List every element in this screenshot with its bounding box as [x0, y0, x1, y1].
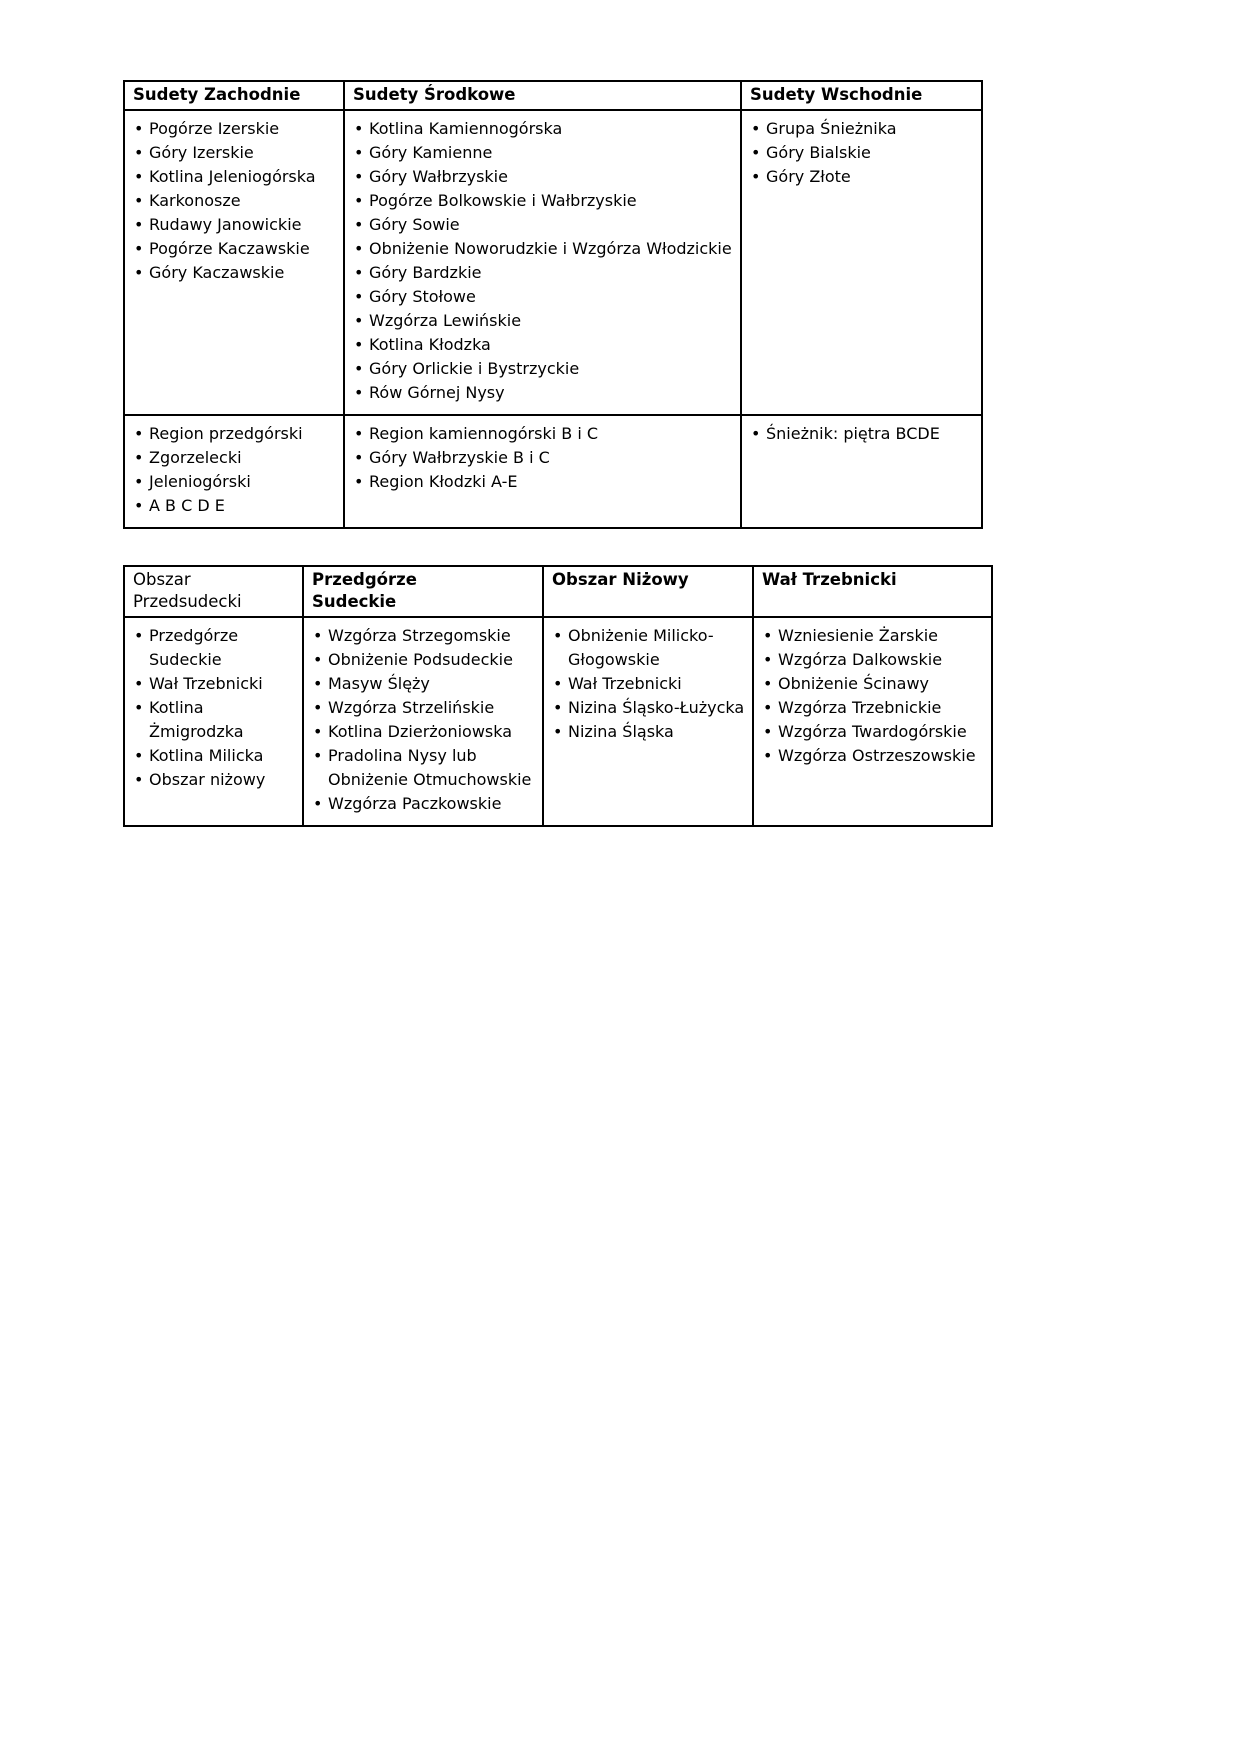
list-item: • Kotlina Jeleniogórska: [132, 165, 337, 189]
list-item: • Rudawy Janowickie: [132, 213, 337, 237]
table-cell: [543, 617, 753, 826]
table-cell: [124, 110, 344, 415]
list-item: • Góry Kaczawskie: [132, 261, 337, 285]
list-item: • Region przedgórski: [132, 422, 337, 446]
list-item: • Góry Izerskie: [132, 141, 337, 165]
list-item: • Obszar niżowy: [132, 768, 296, 792]
list-item: • Pogórze Bolkowskie i Wałbrzyskie: [352, 189, 734, 213]
list-item: • Kotlina Kłodzka: [352, 333, 734, 357]
list-item: • Wzniesienie Żarskie: [761, 624, 985, 648]
list-item: • Góry Stołowe: [352, 285, 734, 309]
list-item: • Przedgórze Sudeckie: [132, 624, 296, 672]
column-header-sudety-wschodnie: Sudety Wschodnie: [741, 81, 982, 110]
list-item: • Góry Bialskie: [749, 141, 975, 165]
table-row: [124, 415, 982, 528]
list-item: • Pradolina Nysy lub Obniżenie Otmuchowskie: [311, 744, 536, 792]
bullet-list: [132, 117, 337, 285]
list-item: • Obniżenie Noworudzkie i Wzgórza Włodzickie: [352, 237, 734, 261]
bullet-list: [132, 422, 337, 518]
column-header-sudety-srodkowe: Sudety Środkowe: [344, 81, 741, 110]
list-item: • Pogórze Kaczawskie: [132, 237, 337, 261]
list-item: • Nizina Śląska: [551, 720, 746, 744]
bullet-list: [551, 624, 746, 744]
list-item: • Zgorzelecki: [132, 446, 337, 470]
list-item: • Kotlina Milicka: [132, 744, 296, 768]
list-item: • Góry Sowie: [352, 213, 734, 237]
table-header-row: [124, 81, 982, 110]
list-item: • Obniżenie Milicko-Głogowskie: [551, 624, 746, 672]
bullet-list: [761, 624, 985, 768]
list-item: • Wał Trzebnicki: [551, 672, 746, 696]
list-item: • Wzgórza Strzegomskie: [311, 624, 536, 648]
list-item: • Pogórze Izerskie: [132, 117, 337, 141]
table-cell: [124, 617, 303, 826]
list-item: • Wzgórza Ostrzeszowskie: [761, 744, 985, 768]
column-header-label: Przedgórze Sudeckie: [312, 570, 417, 611]
table-row: [124, 110, 982, 415]
list-item: • Góry Wałbrzyskie B i C: [352, 446, 734, 470]
list-item: • Obniżenie Ścinawy: [761, 672, 985, 696]
list-item: • A B C D E: [132, 494, 337, 518]
table-header-row: [124, 566, 992, 617]
list-item: • Region kamiennogórski B i C: [352, 422, 734, 446]
list-item: • Region Kłodzki A-E: [352, 470, 734, 494]
list-item: • Wzgórza Twardogórskie: [761, 720, 985, 744]
list-item: • Wał Trzebnicki: [132, 672, 296, 696]
bullet-list: [352, 117, 734, 405]
list-item: • Wzgórza Paczkowskie: [311, 792, 536, 816]
column-header-wal-trzebnicki: Wał Trzebnicki: [753, 566, 992, 617]
list-item: • Góry Kamienne: [352, 141, 734, 165]
list-item: • Kotlina Żmigrodzka: [132, 696, 296, 744]
list-item: • Obniżenie Podsudeckie: [311, 648, 536, 672]
table-cell: [741, 110, 982, 415]
list-item: • Wzgórza Trzebnickie: [761, 696, 985, 720]
list-item: • Wzgórza Dalkowskie: [761, 648, 985, 672]
sudety-regions-table: [123, 80, 983, 529]
list-item: • Góry Wałbrzyskie: [352, 165, 734, 189]
list-item: • Wzgórza Strzelińskie: [311, 696, 536, 720]
przedsudecki-regions-table: [123, 565, 993, 827]
table-cell: [124, 415, 344, 528]
list-item: • Wzgórza Lewińskie: [352, 309, 734, 333]
table-cell: [344, 110, 741, 415]
list-item: • Kotlina Kamiennogórska: [352, 117, 734, 141]
list-item: • Nizina Śląsko-Łużycka: [551, 696, 746, 720]
list-item: • Jeleniogórski: [132, 470, 337, 494]
table-cell: [344, 415, 741, 528]
column-header-obszar-nizowy: Obszar Niżowy: [543, 566, 753, 617]
column-header-label: Obszar Przedsudecki: [133, 570, 242, 611]
list-item: • Grupa Śnieżnika: [749, 117, 975, 141]
table-cell: [741, 415, 982, 528]
list-item: • Góry Bardzkie: [352, 261, 734, 285]
bullet-list: [352, 422, 734, 494]
bullet-list: [749, 422, 975, 446]
list-item: • Śnieżnik: piętra BCDE: [749, 422, 975, 446]
column-header-obszar-przedsudecki: [124, 566, 303, 617]
bullet-list: [749, 117, 975, 189]
list-item: • Kotlina Dzierżoniowska: [311, 720, 536, 744]
list-item: • Rów Górnej Nysy: [352, 381, 734, 405]
table-cell: [303, 617, 543, 826]
bullet-list: [311, 624, 536, 816]
list-item: • Masyw Ślęży: [311, 672, 536, 696]
bullet-list: [132, 624, 296, 792]
list-item: • Góry Złote: [749, 165, 975, 189]
column-header-przedgorze-sudeckie: [303, 566, 543, 617]
list-item: • Góry Orlickie i Bystrzyckie: [352, 357, 734, 381]
table-cell: [753, 617, 992, 826]
table-row: [124, 617, 992, 826]
list-item: • Karkonosze: [132, 189, 337, 213]
column-header-sudety-zachodnie: Sudety Zachodnie: [124, 81, 344, 110]
